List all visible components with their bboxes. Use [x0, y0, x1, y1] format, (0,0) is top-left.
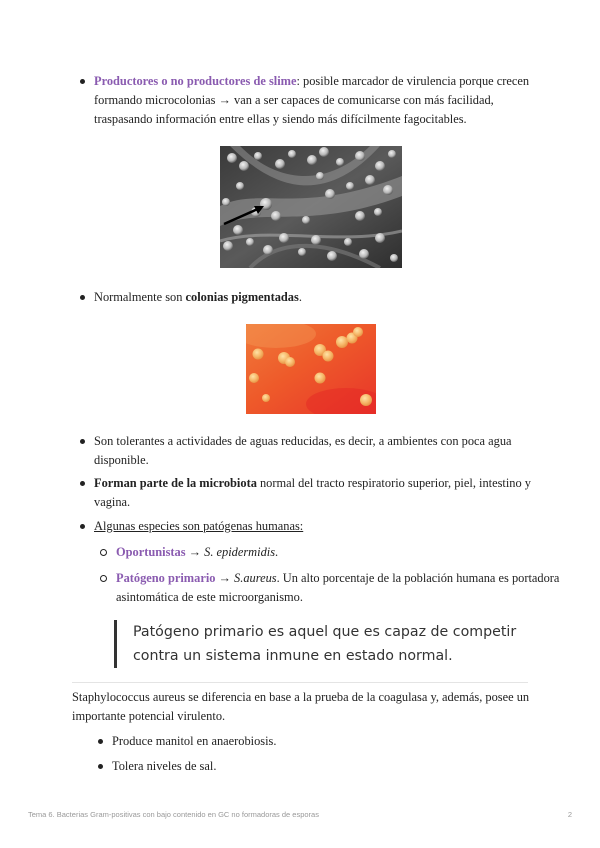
bullet-pigmented: [78, 288, 544, 307]
bullet-microbiota: [78, 474, 544, 512]
slime-term: Productores o no productores de slime: [94, 74, 297, 88]
slime-text: : posible marcador de virulencia porque crecen formando microcolonias → van a ser capaces de comunicarse con más facilidad, traspasando información entre ellas y siendo más difícilmente fagocitables.: [94, 74, 530, 126]
opportunists-arrow: →: [185, 545, 205, 559]
opportunists-species: S. epidermidis: [204, 545, 276, 559]
sem-micrograph-drawing: [220, 146, 402, 268]
page-number: 2: [567, 810, 572, 819]
aureus-paragraph: Staphylococcus aureus se diferencia en base a la prueba de la coagulasa y, además, posee un importante potencial virulento.: [72, 690, 530, 723]
primary-arrow: →: [215, 571, 235, 585]
bullet-dot: [98, 739, 103, 744]
manitol-text: Produce manitol en anaerobiosis.: [112, 734, 277, 748]
primary-species: S.aureus: [234, 571, 277, 585]
ring-bullet: [100, 549, 107, 556]
sub-bullet-primary-pathogen: [78, 569, 566, 607]
bullet-salt: [96, 757, 532, 776]
pigmented-bold: colonias pigmentadas: [185, 290, 299, 304]
primary-term: Patógeno primario: [116, 571, 216, 585]
pigmented-suffix: .: [298, 290, 302, 304]
bullet-dot: [80, 481, 85, 486]
page-footer: [28, 810, 572, 819]
colonies-drawing: [246, 324, 376, 414]
opportunists-term: Oportunistas: [116, 545, 186, 559]
bullet-dot: [80, 524, 85, 529]
footer-title: Tema 6. Bacterias Gram-positivas con bajo contenido en GC no formadoras de esporas: [28, 810, 319, 819]
sem-micrograph-image: [220, 146, 402, 268]
salt-text: Tolera niveles de sal.: [112, 759, 217, 773]
microbiota-bold: Forman parte de la microbiota: [94, 476, 257, 490]
pigmented-prefix: Normalmente son: [94, 290, 186, 304]
primary-text: . Un alto porcentaje de la población humana es portadora asintomática de este microorganismo.: [116, 571, 560, 604]
ring-bullet: [100, 575, 107, 582]
opportunists-text: .: [275, 545, 279, 559]
tolerance-text: Son tolerantes a actividades de aguas reducidas, es decir, a ambientes con poca agua disponible.: [94, 434, 512, 467]
bullet-tolerance: [78, 432, 544, 470]
bullet-dot: [80, 439, 85, 444]
sub-bullet-opportunists: [78, 543, 566, 562]
pigmented-colonies-image: [246, 324, 376, 414]
microbiota-text: normal del tracto respiratorio superior, piel, intestino y vagina.: [94, 476, 531, 509]
bullet-pathogens: [78, 517, 544, 536]
definition-quote: Patógeno primario es aquel que es capaz de competir contra un sistema inmune en estado normal.: [114, 620, 553, 668]
pathogens-text: Algunas especies son patógenas humanas:: [94, 519, 304, 533]
bullet-dot: [80, 295, 85, 300]
bullet-dot: [80, 79, 85, 84]
bullet-dot: [98, 764, 103, 769]
divider: [72, 682, 528, 683]
bullet-slime: [78, 72, 544, 129]
bullet-manitol: [96, 732, 532, 751]
